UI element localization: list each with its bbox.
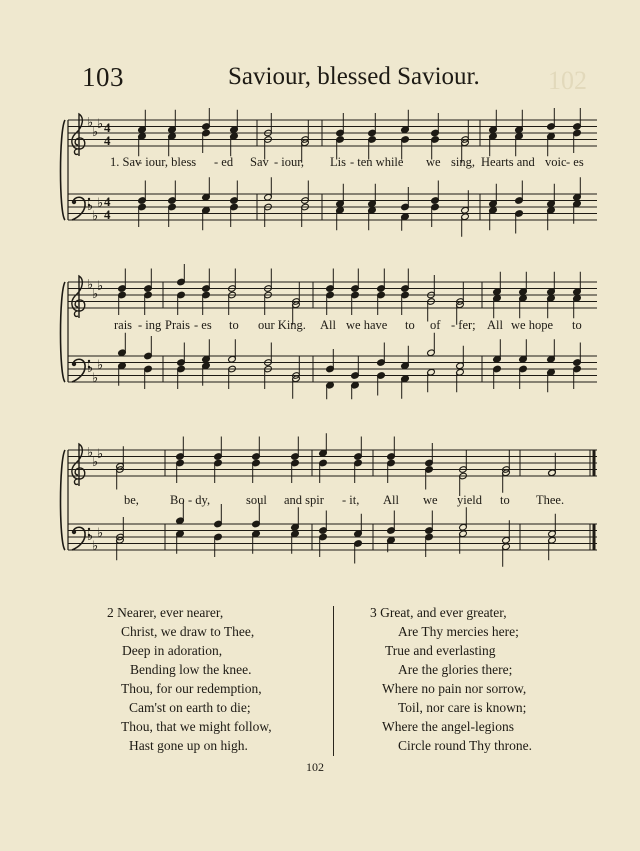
music-score-system-2 xyxy=(0,264,640,414)
bass-clef-dot xyxy=(72,200,76,204)
syllable: - it, xyxy=(342,493,360,507)
syllable: All xyxy=(320,318,336,332)
verse-line: 2 Nearer, ever nearer, xyxy=(107,605,224,620)
syllable: All xyxy=(383,493,399,507)
syllable: to xyxy=(572,318,582,332)
bass-clef-dot xyxy=(72,530,76,534)
verse-line: Christ, we draw to Thee, xyxy=(121,624,255,639)
syllable: we have xyxy=(346,318,388,332)
flat-sign: ♭ xyxy=(92,287,99,302)
syllable: - ing xyxy=(138,318,162,332)
syllable: we xyxy=(426,155,441,169)
verse-line: Toil, nor care is known; xyxy=(398,700,527,715)
syllable: - es xyxy=(194,318,212,332)
syllable: - iour, bless xyxy=(138,155,197,169)
flat-sign: ♭ xyxy=(97,195,104,211)
syllable: Sav xyxy=(250,155,269,169)
lyric-line-3 xyxy=(0,493,640,513)
lyric-line-1 xyxy=(0,155,640,175)
verse-line: Are the glories there; xyxy=(398,662,513,677)
time-signature-top: 4 xyxy=(104,120,111,135)
syllable: to xyxy=(229,318,239,332)
flat-sign: ♭ xyxy=(87,445,94,461)
flat-sign: ♭ xyxy=(87,199,94,214)
hymn-number: 103 xyxy=(82,62,124,92)
syllable: Thee. xyxy=(536,493,565,507)
syllable: - dy, xyxy=(188,493,211,507)
syllable: - iour, xyxy=(274,155,305,169)
verse-line: Thou, that we might follow, xyxy=(121,719,272,734)
syllable: be, xyxy=(124,493,139,507)
syllable: to xyxy=(405,318,415,332)
hymn-title: Saviour, blessed Saviour. xyxy=(228,63,480,90)
time-signature-bottom: 4 xyxy=(104,133,111,148)
syllable: All xyxy=(487,318,503,332)
syllable: - fer; xyxy=(451,318,476,332)
lyric-line-2 xyxy=(0,318,640,338)
syllable: Hearts and xyxy=(481,155,535,169)
syllable: yield xyxy=(457,493,482,507)
flat-sign: ♭ xyxy=(87,115,94,131)
bleed-through-number: 102 xyxy=(548,66,587,95)
verse-line: 3 Great, and ever greater, xyxy=(370,605,507,620)
syllable: - es xyxy=(566,155,584,169)
syllable: sing, xyxy=(451,155,475,169)
flat-sign: ♭ xyxy=(92,125,99,140)
music-system-2 xyxy=(0,264,640,414)
syllable: to xyxy=(500,493,510,507)
flat-sign: ♭ xyxy=(97,279,104,294)
verse-line: Circle round Thy throne. xyxy=(398,738,532,753)
syllable: Lis xyxy=(330,155,346,169)
syllable: Bo xyxy=(170,493,185,507)
page-number: 102 xyxy=(306,760,324,774)
verse-2 xyxy=(107,603,272,755)
verse-line: True and everlasting xyxy=(385,643,496,658)
flat-sign: ♭ xyxy=(97,525,104,541)
syllable: our King. xyxy=(258,318,306,332)
verse-line: Are Thy mercies here; xyxy=(398,624,519,639)
flat-sign: ♭ xyxy=(97,357,104,373)
time-signature-top: 4 xyxy=(104,194,111,209)
verse-line: Where the angel-legions xyxy=(382,719,514,734)
syllable: we hope xyxy=(511,318,553,332)
time-signature-bottom: 4 xyxy=(104,207,111,222)
bass-clef-dot xyxy=(72,362,76,366)
syllable: soul xyxy=(246,493,267,507)
note-head xyxy=(548,469,557,477)
music-score-system-1 xyxy=(0,108,640,258)
flat-sign: ♭ xyxy=(87,361,94,376)
verse-line: Where no pain nor sorrow, xyxy=(382,681,527,696)
syllable: rais xyxy=(114,318,133,332)
flat-sign: ♭ xyxy=(92,370,99,386)
syllable: - ed xyxy=(214,155,234,169)
syllable: we xyxy=(423,493,438,507)
flat-sign: ♭ xyxy=(87,277,94,293)
flat-sign: ♭ xyxy=(92,538,99,554)
verse-line: Bending low the knee. xyxy=(130,662,252,677)
syllable: and spir xyxy=(284,493,324,507)
syllable: Prais xyxy=(165,318,190,332)
flat-sign: ♭ xyxy=(92,455,99,470)
syllable: of xyxy=(430,318,441,332)
syllable: 1. Sav xyxy=(110,155,142,169)
verse-line: Thou, for our redemption, xyxy=(121,681,262,696)
syllable: - ten while xyxy=(350,155,404,169)
verse-line: Cam'st on earth to die; xyxy=(129,700,251,715)
music-system-1 xyxy=(0,108,640,258)
flat-sign: ♭ xyxy=(92,208,99,224)
flat-sign: ♭ xyxy=(97,447,104,462)
verse-divider xyxy=(333,606,334,756)
verse-3 xyxy=(370,603,532,755)
syllable: voic xyxy=(545,155,567,169)
verse-line: Hast gone up on high. xyxy=(129,738,248,753)
flat-sign: ♭ xyxy=(97,117,104,132)
verse-line: Deep in adoration, xyxy=(122,643,223,658)
flat-sign: ♭ xyxy=(87,529,94,544)
